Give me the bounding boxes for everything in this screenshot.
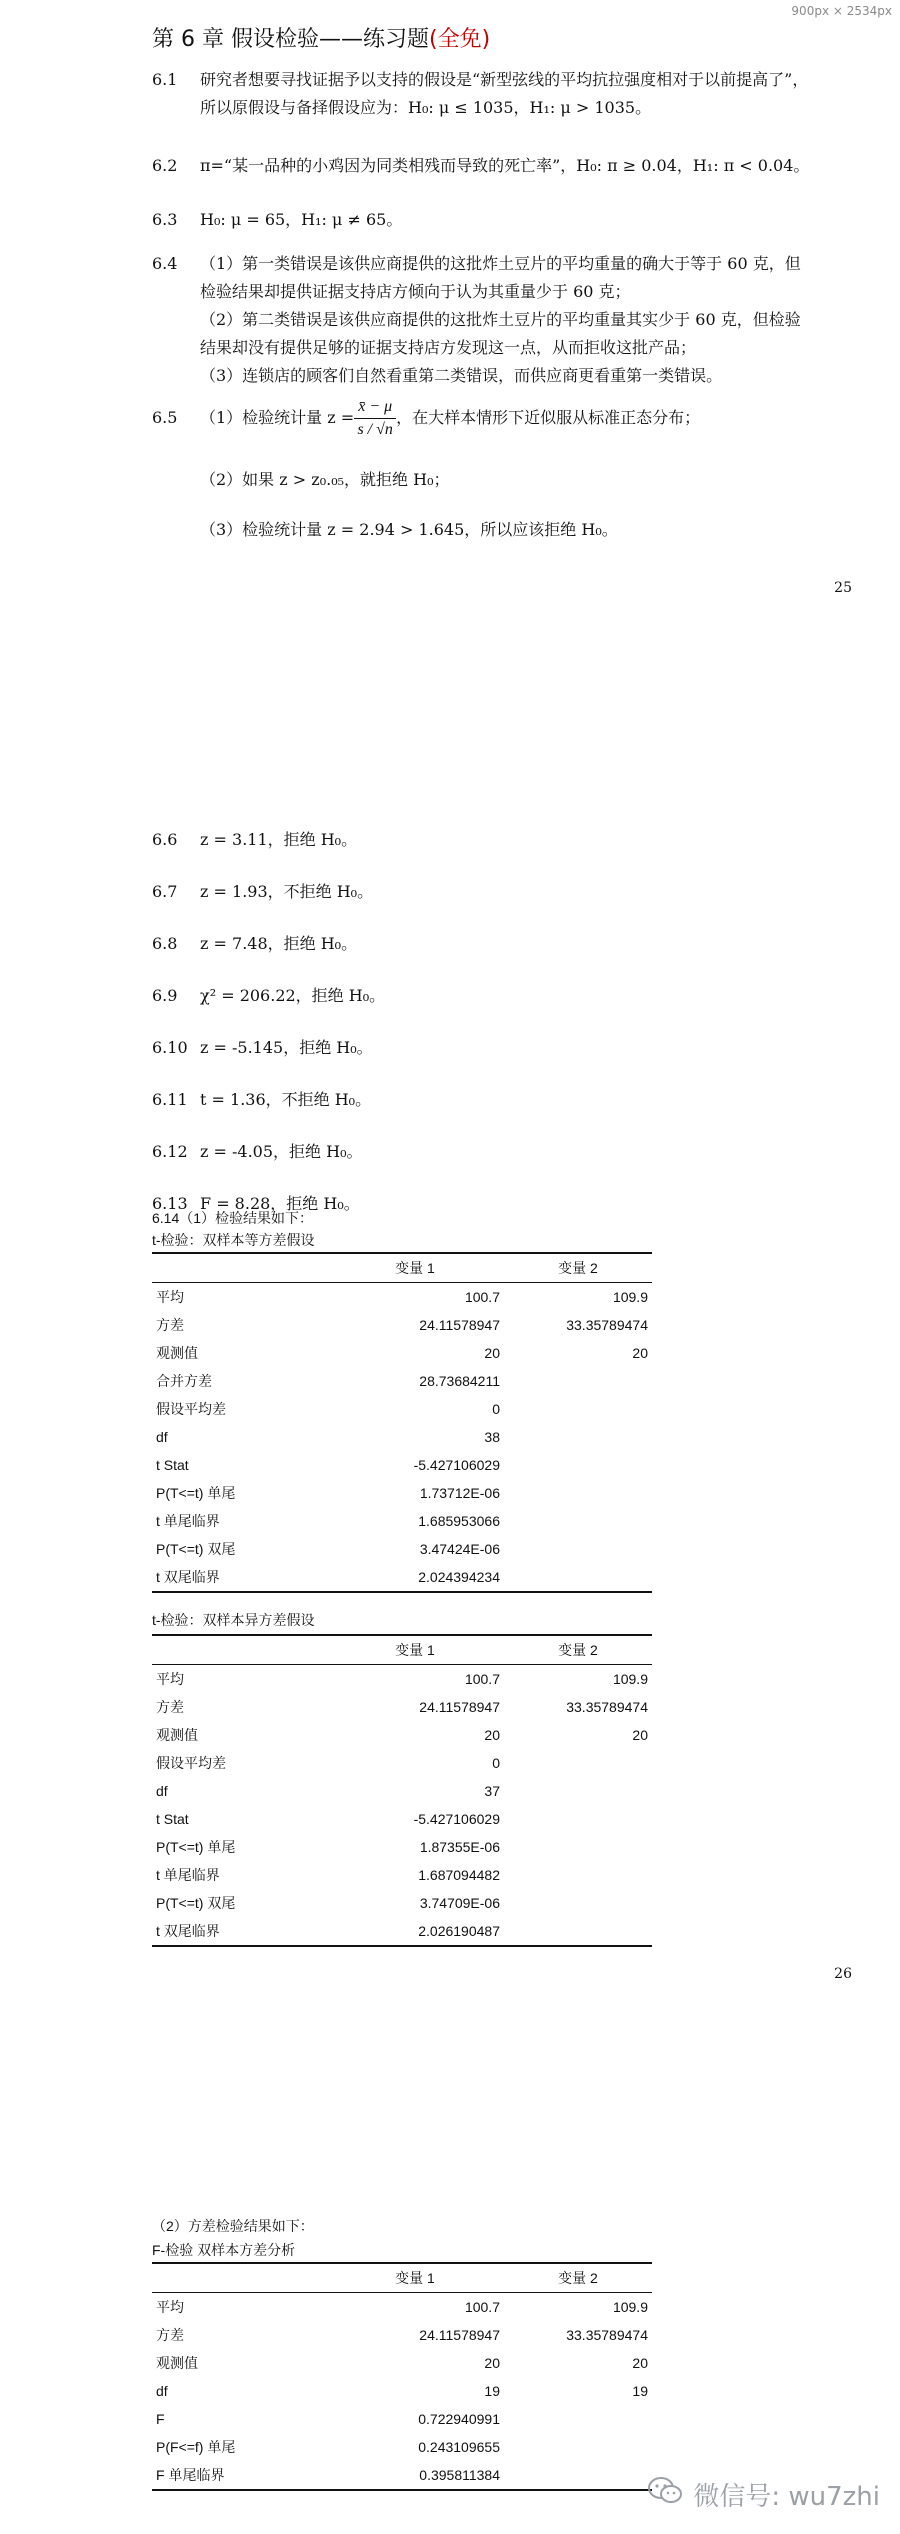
table-cell: [504, 1889, 652, 1917]
chapter-title-suffix: (全免): [428, 27, 491, 52]
table-row: [152, 2461, 652, 2490]
table-header-row: [152, 2263, 652, 2293]
chapter-title-text: 第 6 章 假设检验——练习题: [152, 27, 429, 52]
table-cell: 100.7: [464, 1289, 500, 1305]
item-text: （3）检验统计量 z = 2.94 > 1.645，所以应该拒绝 H₀。: [200, 520, 618, 539]
fraction-numerator: x̄ − μ: [354, 396, 396, 419]
table-cell: 0: [492, 1401, 500, 1417]
row-label: 方差: [156, 1699, 184, 1715]
row-label: P(T<=t) 单尾: [156, 1839, 236, 1855]
item-text: 所以原假设与备择假设应为：H₀: μ ≤ 1035，H₁: μ > 1035。: [200, 98, 652, 117]
item-text: π=“某一品种的小鸡因为同类相残而导致的死亡率”，H₀: π ≥ 0.04，H₁: π < 0.04。: [200, 156, 810, 175]
table-cell: 0: [492, 1755, 500, 1771]
table-cell: 20: [484, 2355, 500, 2371]
table-row: [152, 1805, 652, 1833]
table-cell: 20: [484, 1345, 500, 1361]
item-number: 6.11: [152, 1090, 188, 1109]
item-text: 研究者想要寻找证据予以支持的假设是“新型弦线的平均抗拉强度相对于以前提高了”，: [200, 70, 809, 89]
row-label: 平均: [156, 1289, 184, 1305]
table-cell: 100.7: [464, 1671, 500, 1687]
table-row: [152, 2377, 652, 2405]
row-label: 方差: [156, 2327, 184, 2343]
row-label: P(F<=f) 单尾: [156, 2439, 236, 2455]
row-label: t 单尾临界: [156, 1513, 220, 1529]
table-cell: 109.9: [612, 1289, 648, 1305]
table-cell: [504, 1749, 652, 1777]
item-text: ，在大样本情形下近似服从标准正态分布；: [396, 408, 701, 427]
row-label: 观测值: [156, 1345, 198, 1361]
table-cell: [504, 1423, 652, 1451]
table-cell: -5.427106029: [413, 1811, 500, 1827]
row-label: 平均: [156, 1671, 184, 1687]
item-text: 结果却没有提供足够的证据支持店方发现这一点，从而拒收这批产品；: [200, 338, 697, 357]
item-text: z = 1.93，不拒绝 H₀。: [200, 882, 374, 901]
table-cell: [504, 1535, 652, 1563]
table-row: [152, 1861, 652, 1889]
table-cell: [504, 1479, 652, 1507]
item-number: 6.1: [152, 70, 178, 89]
table-cell: 1.73712E-06: [419, 1485, 500, 1501]
row-label: P(T<=t) 单尾: [156, 1485, 236, 1501]
table-cell: 20: [484, 1727, 500, 1743]
row-label: t 单尾临界: [156, 1867, 220, 1883]
t-test-equal-variance-table: [152, 1252, 652, 1593]
table-cell: 28.73684211: [419, 1373, 500, 1389]
watermark: [647, 2476, 880, 2513]
table-cell: [504, 2433, 652, 2461]
table-cell: -5.427106029: [413, 1457, 500, 1473]
item-6-10: [152, 1034, 852, 1062]
item-text: F = 8.28，拒绝 H₀。: [200, 1194, 360, 1213]
row-label: t 双尾临界: [152, 1563, 326, 1592]
table-cell: 38: [484, 1429, 500, 1445]
table1-caption: t-检验：双样本等方差假设: [152, 1232, 315, 1248]
table-cell: [504, 1833, 652, 1861]
watermark-text: 微信号: wu7zhi: [693, 2482, 880, 2512]
row-label: P(T<=t) 双尾: [156, 1895, 236, 1911]
table-row: [152, 2433, 652, 2461]
image-dimension-label: 900px × 2534px: [791, 4, 892, 18]
table-cell: [504, 2461, 652, 2490]
table-cell: 1.87355E-06: [419, 1839, 500, 1855]
fraction-denominator: s / √n: [357, 420, 393, 438]
row-label: 观测值: [156, 2355, 198, 2371]
item-number: 6.5: [152, 408, 178, 427]
table-cell: [504, 1563, 652, 1592]
table-header-row: [152, 1253, 652, 1283]
row-label: t 双尾临界: [152, 1917, 326, 1946]
row-label: 假设平均差: [156, 1755, 226, 1771]
table-cell: [504, 1805, 652, 1833]
table2-caption: t-检验：双样本异方差假设: [152, 1612, 315, 1628]
item-number: 6.13: [152, 1194, 188, 1213]
table-cell: 3.47424E-06: [419, 1541, 500, 1557]
table-cell: [504, 1367, 652, 1395]
table-cell: [504, 1777, 652, 1805]
table-row: [152, 1479, 652, 1507]
table-row: [152, 1693, 652, 1721]
table-cell: [504, 1451, 652, 1479]
table-cell: 2.026190487: [326, 1917, 504, 1946]
table-row: [152, 1563, 652, 1592]
row-label: 平均: [156, 2299, 184, 2315]
item-6-3: [152, 206, 852, 234]
table-row: [152, 1367, 652, 1395]
chapter-title: [152, 22, 490, 53]
item-text: （2）如果 z > z₀.₀₅，就拒绝 H₀；: [200, 470, 450, 489]
item-text: z = 7.48，拒绝 H₀。: [200, 934, 358, 953]
table-cell: 19: [484, 2383, 500, 2399]
column-header: 变量 2: [504, 1635, 652, 1665]
row-label: t Stat: [156, 1457, 189, 1473]
item-number: 6.12: [152, 1142, 188, 1161]
item-6-2: [152, 152, 852, 180]
row-label: df: [156, 2383, 168, 2399]
item-6-1: [152, 66, 852, 122]
table-header-row: [152, 1635, 652, 1665]
table-cell: 100.7: [464, 2299, 500, 2315]
item-text: （1）检验统计量 z =: [200, 408, 355, 427]
table-row: [152, 1395, 652, 1423]
row-label: t Stat: [156, 1811, 189, 1827]
table-row: [152, 1451, 652, 1479]
table-row: [152, 1507, 652, 1535]
item-6-9: [152, 982, 852, 1010]
item-text: z = -5.145，拒绝 H₀。: [200, 1038, 373, 1057]
row-label: df: [156, 1783, 168, 1799]
table-cell: 33.35789474: [566, 1699, 648, 1715]
column-header: 变量 1: [326, 2263, 504, 2293]
item-6-6: [152, 826, 852, 854]
f-test-variance-table: [152, 2262, 652, 2491]
wechat-icon: [647, 2476, 683, 2513]
item-text: χ² = 206.22，拒绝 H₀。: [200, 986, 386, 1005]
table-cell: 20: [632, 1727, 648, 1743]
table-cell: 109.9: [612, 2299, 648, 2315]
table3-caption: F-检验 双样本方差分析: [152, 2242, 296, 2258]
item-6-14-part2: （2）方差检验结果如下：: [152, 2218, 314, 2234]
table-cell: 0.722940991: [418, 2411, 500, 2427]
table-row: [152, 1721, 652, 1749]
item-number: 6.3: [152, 210, 178, 229]
table-cell: 19: [632, 2383, 648, 2399]
page-number: 25: [834, 580, 852, 596]
item-text: （3）连锁店的顾客们自然看重第二类错误，而供应商更看重第一类错误。: [200, 366, 723, 385]
table-cell: 33.35789474: [566, 2327, 648, 2343]
item-number: 6.2: [152, 156, 178, 175]
row-label: F: [156, 2411, 165, 2427]
table-row: [152, 1535, 652, 1563]
row-label: df: [156, 1429, 168, 1445]
test-statistic-fraction: [354, 396, 396, 441]
table-cell: [504, 1861, 652, 1889]
item-6-14: 6.14（1）检验结果如下：: [152, 1210, 314, 1226]
column-header: 变量 1: [326, 1253, 504, 1283]
item-6-11: [152, 1086, 852, 1114]
item-number: 6.4: [152, 254, 178, 273]
table-cell: 0.395811384: [326, 2461, 504, 2490]
t-test-unequal-variance-table: [152, 1634, 652, 1947]
row-label: F 单尾临界: [152, 2461, 326, 2490]
row-label: 假设平均差: [156, 1401, 226, 1417]
table-cell: [504, 1917, 652, 1946]
item-text: H₀: μ = 65，H₁: μ ≠ 65。: [200, 210, 403, 229]
row-label: 方差: [156, 1317, 184, 1333]
item-number: 6.10: [152, 1038, 188, 1057]
table-cell: 33.35789474: [566, 1317, 648, 1333]
table-row: [152, 1311, 652, 1339]
item-number: 6.9: [152, 986, 178, 1005]
table-cell: 1.687094482: [418, 1867, 500, 1883]
table-cell: 24.11578947: [419, 1317, 500, 1333]
item-number: 6.8: [152, 934, 178, 953]
table-row: [152, 1917, 652, 1946]
item-6-8: [152, 930, 852, 958]
item-text: t = 1.36，不拒绝 H₀。: [200, 1090, 372, 1109]
table-row: [152, 2349, 652, 2377]
item-6-4: [152, 250, 852, 390]
table-cell: 37: [484, 1783, 500, 1799]
column-header: 变量 1: [326, 1635, 504, 1665]
column-header: 变量 2: [504, 2263, 652, 2293]
item-6-12: [152, 1138, 852, 1166]
table-row: [152, 1665, 652, 1694]
table-row: [152, 1833, 652, 1861]
table-row: [152, 2321, 652, 2349]
table-row: [152, 1339, 652, 1367]
column-header: 变量 2: [504, 1253, 652, 1283]
table-row: [152, 1889, 652, 1917]
table-row: [152, 1283, 652, 1312]
row-label: 合并方差: [156, 1373, 212, 1389]
table-cell: 1.685953066: [418, 1513, 500, 1529]
table-cell: [504, 1507, 652, 1535]
table-cell: 0.243109655: [418, 2439, 500, 2455]
row-label: P(T<=t) 双尾: [156, 1541, 236, 1557]
table-cell: 109.9: [612, 1671, 648, 1687]
table-row: [152, 1749, 652, 1777]
column-header: [152, 2263, 326, 2293]
table-row: [152, 2405, 652, 2433]
row-label: 观测值: [156, 1727, 198, 1743]
table-row: [152, 2293, 652, 2322]
column-header: [152, 1635, 326, 1665]
table-cell: 24.11578947: [419, 1699, 500, 1715]
item-text: z = -4.05，拒绝 H₀。: [200, 1142, 363, 1161]
item-text: 检验结果却提供证据支持店方倾向于认为其重量少于 60 克；: [200, 282, 631, 301]
item-text: （2）第二类错误是该供应商提供的这批炸土豆片的平均重量其实少于 60 克，但检验: [200, 310, 801, 329]
table-cell: 20: [632, 2355, 648, 2371]
table-cell: 2.024394234: [326, 1563, 504, 1592]
item-number: 6.7: [152, 882, 178, 901]
column-header: [152, 1253, 326, 1283]
table-row: [152, 1423, 652, 1451]
table-cell: 20: [632, 1345, 648, 1361]
table-cell: [504, 2405, 652, 2433]
page-number: 26: [834, 1966, 852, 1982]
item-6-7: [152, 878, 852, 906]
item-number: 6.6: [152, 830, 178, 849]
table-cell: 3.74709E-06: [419, 1895, 500, 1911]
item-6-5: [152, 392, 852, 544]
table-cell: 24.11578947: [419, 2327, 500, 2343]
table-row: [152, 1777, 652, 1805]
item-text: z = 3.11，拒绝 H₀。: [200, 830, 358, 849]
table-cell: [504, 1395, 652, 1423]
item-text: （1）第一类错误是该供应商提供的这批炸土豆片的平均重量的确大于等于 60 克，但: [200, 254, 801, 273]
